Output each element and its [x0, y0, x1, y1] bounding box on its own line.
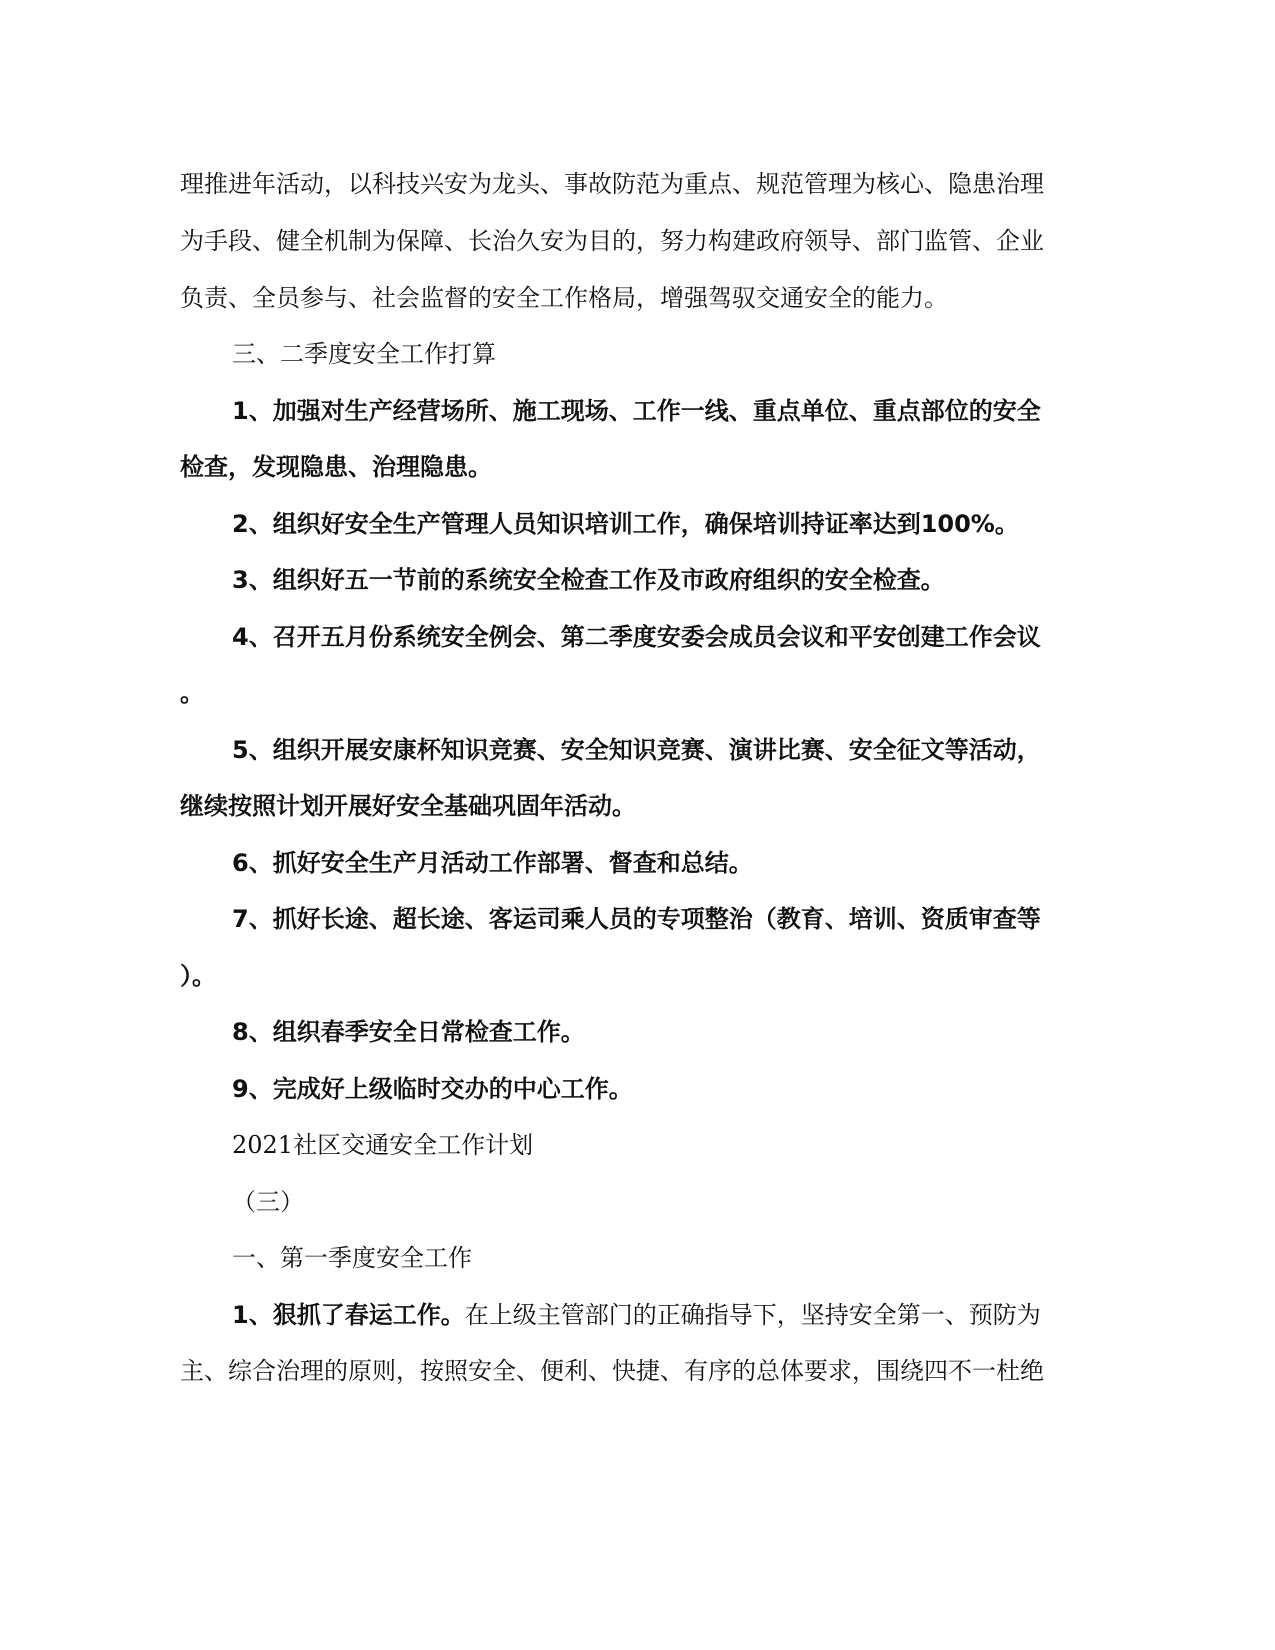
document-subtitle: （三） — [232, 1188, 304, 1216]
list-item: 8、组织春季安全日常检查工作。 — [232, 1018, 585, 1046]
list-item-continuation: 检查，发现隐患、治理隐患。 — [180, 453, 492, 481]
item-lead: 1、狠抓了春运工作。 — [232, 1301, 465, 1329]
list-item-continuation: 。 — [180, 679, 204, 707]
list-item: 5、组织开展安康杯知识竞赛、安全知识竞赛、演讲比赛、安全征文等活动， — [232, 736, 1041, 764]
paragraph-line: 为手段、健全机制为保障、长治久安为目的，努力构建政府领导、部门监管、企业 — [180, 227, 1044, 255]
list-item: 3、组织好五一节前的系统安全检查工作及市政府组织的安全检查。 — [232, 566, 945, 594]
list-item-continuation: ）。 — [180, 962, 216, 990]
item-body: 在上级主管部门的正确指导下，坚持安全第一、预防为 — [464, 1301, 1041, 1329]
paragraph-line: 负责、全员参与、社会监督的安全工作格局，增强驾驭交通安全的能力。 — [180, 284, 948, 312]
paragraph-line: 理推进年活动，以科技兴安为龙头、事故防范为重点、规范管理为核心、隐患治理 — [180, 170, 1044, 198]
list-item: 2、组织好安全生产管理人员知识培训工作，确保培训持证率达到100%。 — [232, 510, 1019, 538]
list-item: 1、加强对生产经营场所、施工现场、工作一线、重点单位、重点部位的安全 — [232, 397, 1041, 425]
list-item: 4、召开五月份系统安全例会、第二季度安委会成员会议和平安创建工作会议 — [232, 623, 1041, 651]
paragraph-line — [232, 1300, 1041, 1330]
list-item: 9、完成好上级临时交办的中心工作。 — [232, 1075, 633, 1103]
list-item: 7、抓好长途、超长途、客运司乘人员的专项整治（教育、培训、资质审查等 — [232, 905, 1041, 933]
list-item: 6、抓好安全生产月活动工作部署、督查和总结。 — [232, 849, 753, 877]
section-heading: 三、二季度安全工作打算 — [232, 340, 496, 368]
list-item-continuation: 继续按照计划开展好安全基础巩固年活动。 — [180, 792, 636, 820]
section-heading: 一、第一季度安全工作 — [232, 1244, 472, 1272]
document-title: 2021社区交通安全工作计划 — [232, 1131, 534, 1159]
paragraph-line: 主、综合治理的原则，按照安全、便利、快捷、有序的总体要求，围绕四不一杜绝 — [180, 1357, 1044, 1385]
